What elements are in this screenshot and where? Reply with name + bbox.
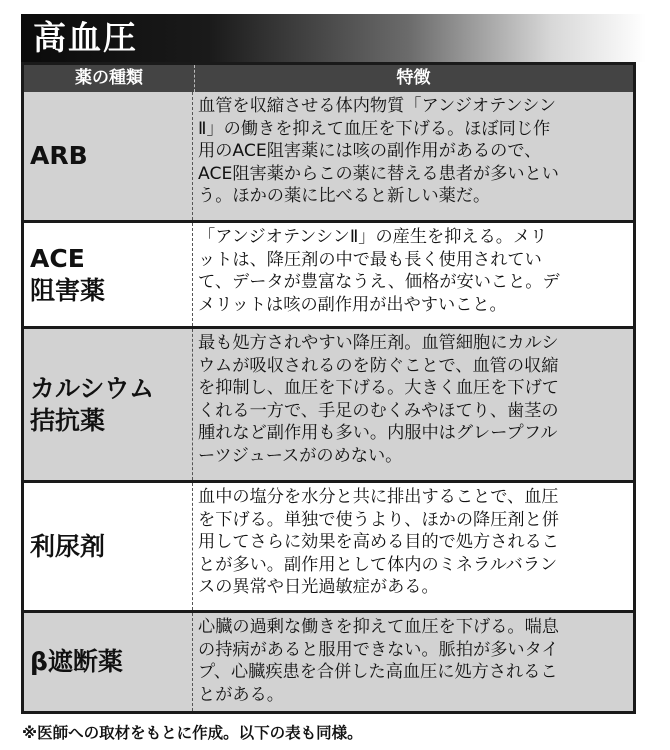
column-divider xyxy=(192,613,193,711)
column-divider xyxy=(192,92,193,220)
drug-description: 血管を収縮させる体内物質「アンジオテンシン Ⅱ」の働きを抑えて血圧を下げる。ほぼ同じ作 用のACE阻害薬には咳の副作用があるので、 ACE阻害薬からこの薬に替える患者が多いとい う。ほかの薬に比べると新しい薬だ。 xyxy=(198,96,559,207)
header-drug-type: 薬の種類 xyxy=(75,68,143,88)
drug-description: 血中の塩分を水分と共に排出することで、血圧 を下げる。単独で使うより、ほかの降圧剤と併 用してさらに効果を高める目的で処方されるこ とが多い。副作用として体内のミネラルバラン スの異常や日光過敏症がある。 xyxy=(198,487,559,598)
page-title: 高血圧 xyxy=(33,18,138,57)
drug-description: 「アンジオテンシンⅡ」の産生を抑える。メリ ットは、降圧剤の中で最も長く使用されてい て、データが豊富なうえ、価格が安いこと。デ メリットは咳の副作用が出やすいこと。 xyxy=(198,227,560,315)
column-divider xyxy=(192,483,193,610)
header-features: 特徴 xyxy=(396,68,431,88)
table-row xyxy=(24,610,633,711)
footnote: ※医師への取材をもとに作成。以下の表も同様。 xyxy=(22,724,363,742)
column-divider xyxy=(192,223,193,326)
table-row xyxy=(24,326,633,480)
drug-description: 心臓の過剰な働きを抑えて血圧を下げる。喘息 の持病があると服用できない。脈拍が多いタイ プ、心臓疾患を合併した高血圧に処方されるこ とがある。 xyxy=(198,617,559,705)
title-banner xyxy=(21,14,646,62)
drug-name: 利尿剤 xyxy=(30,531,106,561)
drug-description: 最も処方されやすい降圧剤。血管細胞にカルシ ウムが吸収されるのを防ぐことで、血管の収縮 を抑制し、血圧を下げる。大きく血圧を下げて くれる一方で、手足のむくみやほてり、歯茎の 腫れなど副作用も多い。内服中はグレープフル ーツジュースがのめない。 xyxy=(198,333,559,466)
drug-name: カルシウム 拮抗薬 xyxy=(30,373,155,435)
table-row xyxy=(24,220,633,326)
drug-name: ARB xyxy=(30,141,88,170)
drug-name: ACE 阻害薬 xyxy=(30,243,106,305)
table-row xyxy=(24,480,633,610)
drug-table xyxy=(21,62,636,714)
table-row xyxy=(24,92,633,220)
drug-name: β遮断薬 xyxy=(30,647,123,676)
table-header xyxy=(24,65,633,92)
column-divider xyxy=(192,329,193,480)
